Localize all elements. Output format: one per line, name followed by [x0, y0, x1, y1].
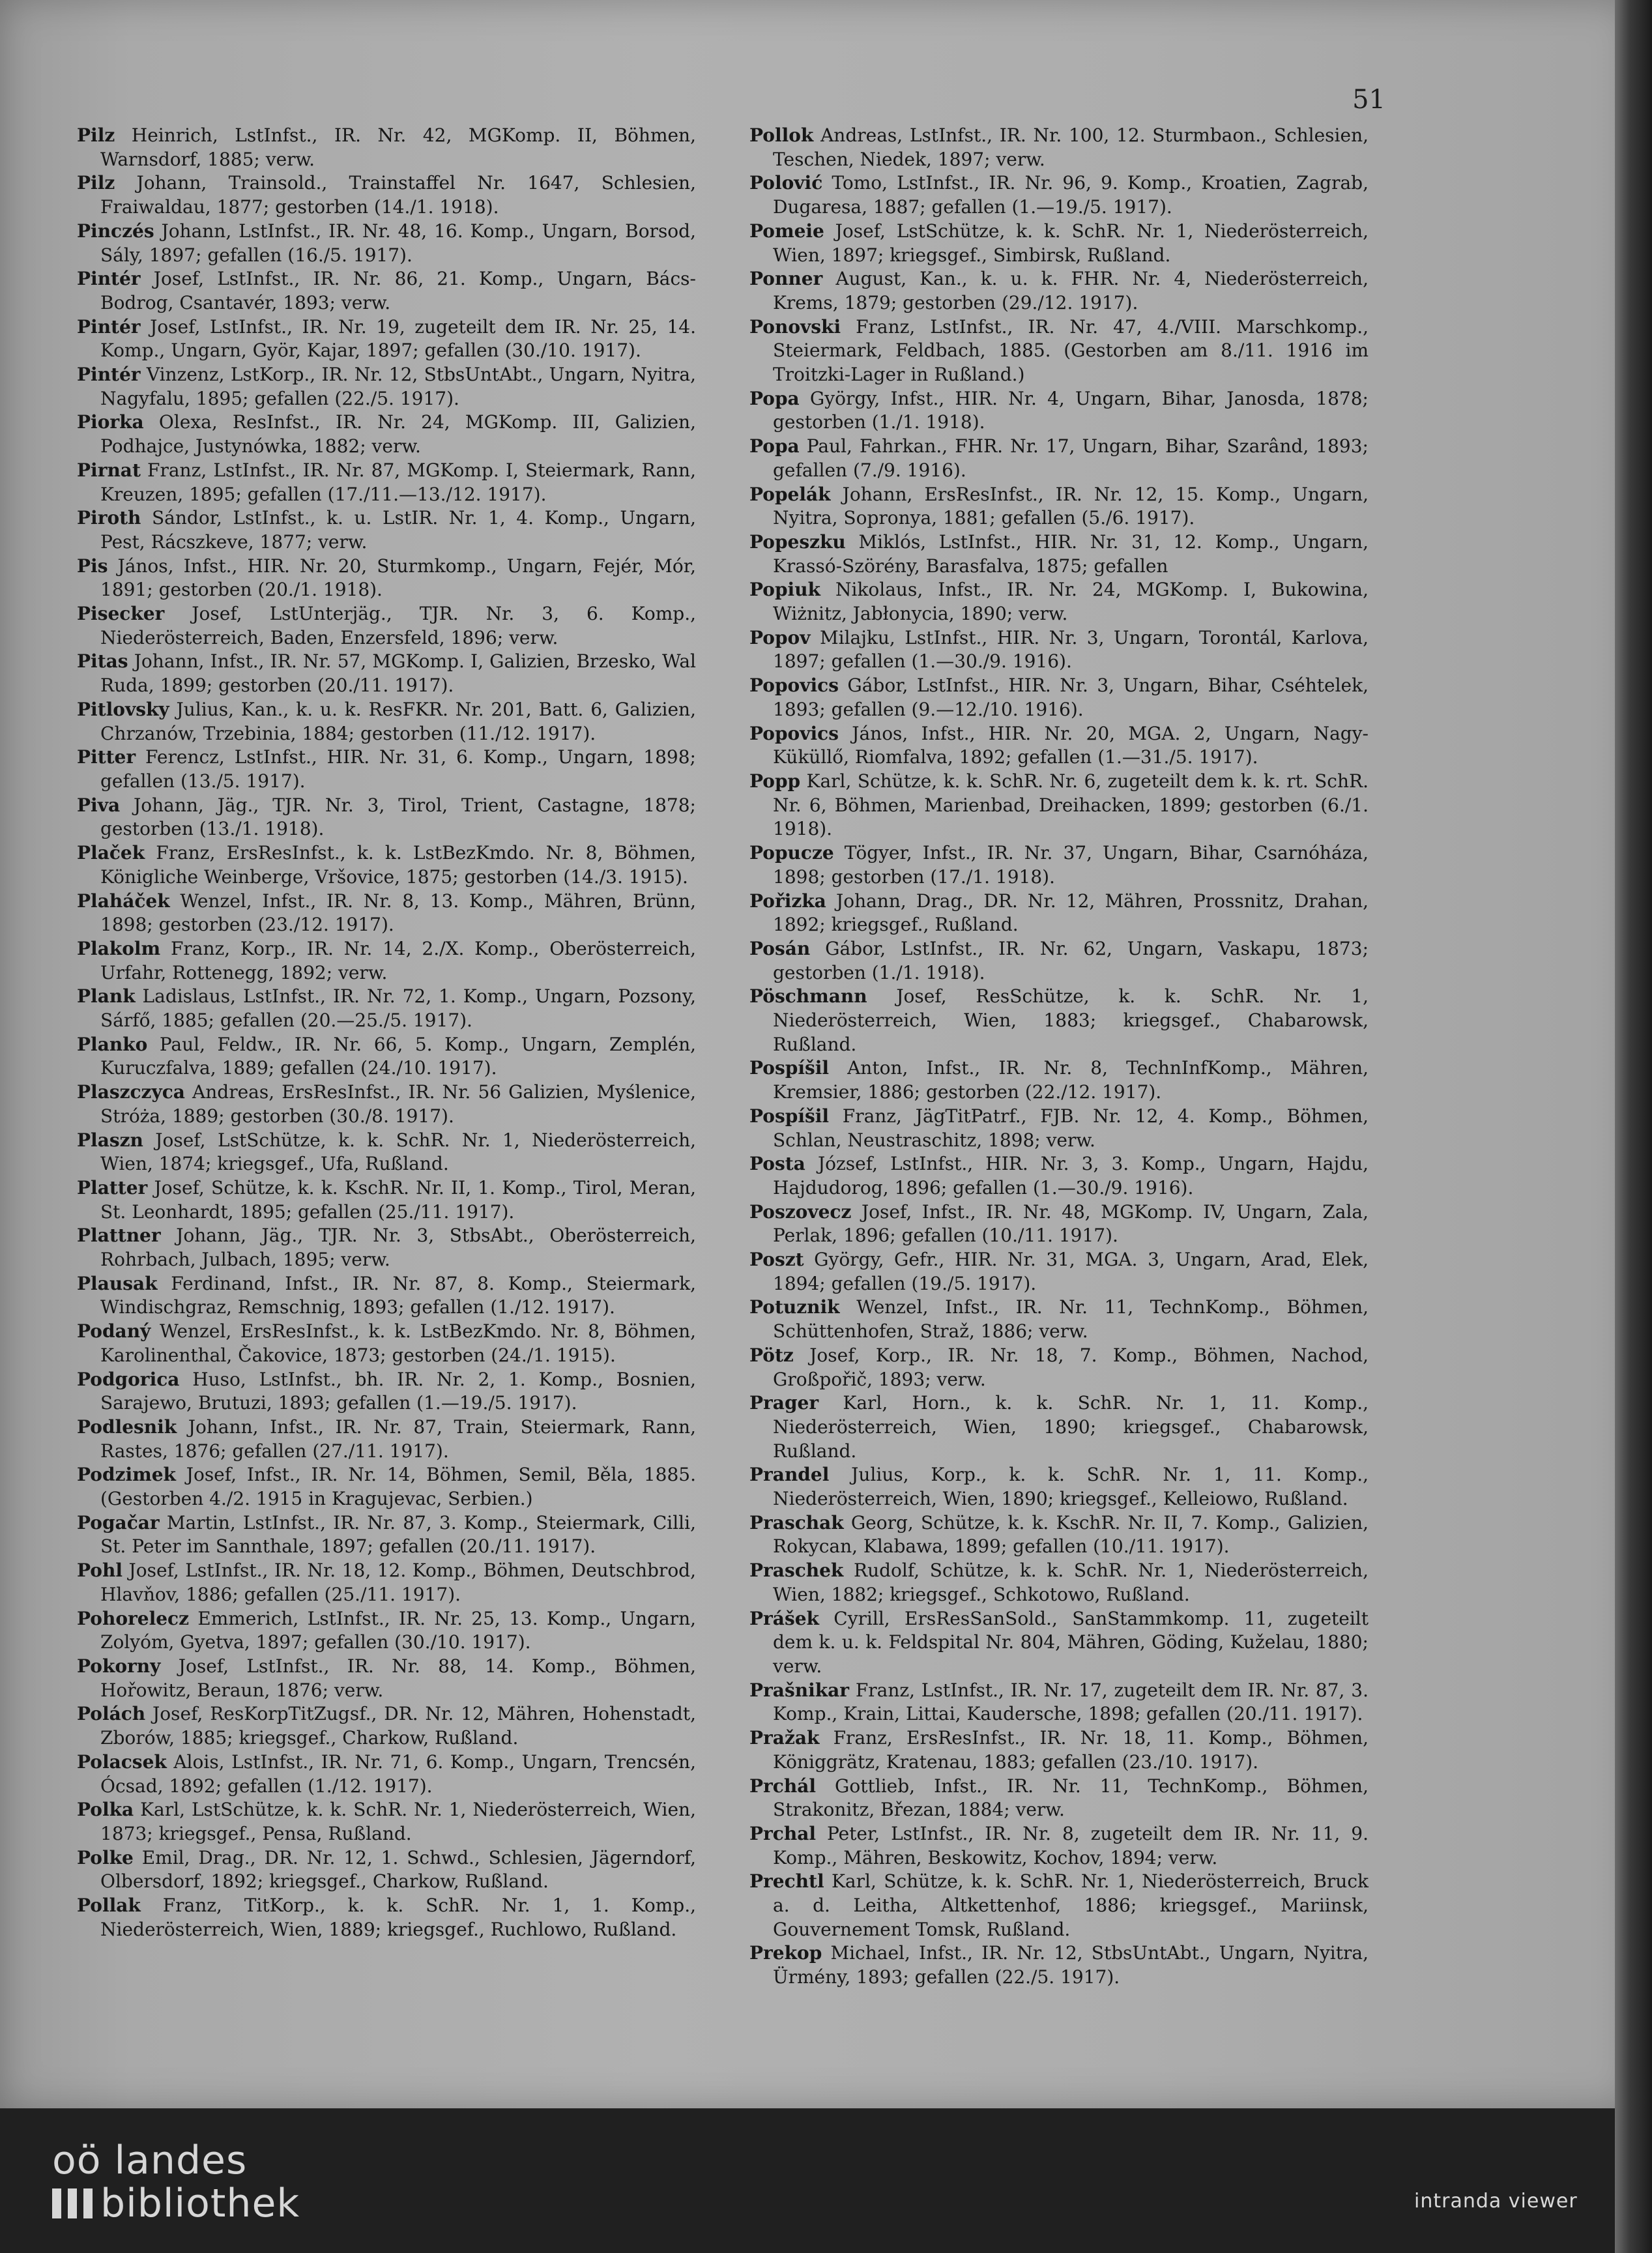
entry-details: Georg, Schütze, k. k. KschR. Nr. II, 7. Komp., Galizien, Rokycan, Klabawa, 1899; gefallen (10./11. 1917). — [773, 1511, 1369, 1558]
entry-surname: Plaszczyca — [77, 1081, 185, 1103]
entry-details: Karl, Horn., k. k. SchR. Nr. 1, 11. Komp., Niederösterreich, Wien, 1890; kriegsgef., Chabarowsk, Rußland. — [773, 1392, 1369, 1462]
entry-details: Tögyer, Infst., IR. Nr. 37, Ungarn, Bihar, Csarnóháza, 1898; gestorben (17./1. 1918). — [773, 842, 1369, 888]
register-entry — [749, 1726, 1369, 1774]
entry-details: Nikolaus, Infst., IR. Nr. 24, MGKomp. I, Bukowina, Wiżnitz, Jabłonycia, 1890; verw. — [773, 579, 1369, 625]
entry-details: Franz, ErsResInfst., IR. Nr. 18, 11. Komp., Böhmen, Königgrätz, Kratenau, 1883; gefallen (23./10. 1917). — [773, 1727, 1369, 1773]
register-entry — [749, 1463, 1369, 1511]
entry-details: Franz, JägTitPatrf., FJB. Nr. 12, 4. Komp., Böhmen, Schlan, Neustraschitz, 1898; verw. — [773, 1105, 1369, 1151]
register-entry — [77, 1559, 696, 1606]
entry-surname: Pitlovsky — [77, 698, 169, 720]
entry-details: Martin, LstInfst., IR. Nr. 87, 3. Komp., Steiermark, Cilli, St. Peter im Sannthale, 1897; gefallen (20./11. 1917). — [100, 1511, 696, 1558]
entry-surname: Popp — [749, 770, 801, 792]
entry-surname: Podlesnik — [77, 1416, 177, 1438]
register-entry — [749, 267, 1369, 315]
logo-line-2-text: bibliothek — [100, 2181, 300, 2226]
entry-details: Karl, Schütze, k. k. SchR. Nr. 1, Niederösterreich, Bruck a. d. Leitha, Altkettenhof, 1886; kriegsgef., Mariinsk, Gouvernement Tomsk, Rußland. — [773, 1870, 1369, 1940]
register-entry — [749, 1248, 1369, 1296]
register-entry — [77, 698, 696, 746]
entry-surname: Popa — [749, 387, 800, 409]
entry-surname: Platter — [77, 1176, 148, 1199]
entry-details: Josef, Schütze, k. k. KschR. Nr. II, 1. Komp., Tirol, Meran, St. Leonhardt, 1895; gefallen (25./11. 1917). — [100, 1176, 696, 1223]
entry-surname: Poszovecz — [749, 1200, 852, 1223]
right-column — [749, 124, 1369, 1990]
register-entry — [77, 650, 696, 697]
entry-details: Johann, Trainsold., Trainstaffel Nr. 1647, Schlesien, Fraiwaldau, 1877; gestorben (14./1. 1918). — [100, 172, 696, 218]
register-entry — [77, 841, 696, 889]
entry-details: György, Gefr., HIR. Nr. 31, MGA. 3, Ungarn, Arad, Elek, 1894; gefallen (19./5. 1917). — [773, 1249, 1369, 1294]
entry-details: Michael, Infst., IR. Nr. 12, StbsUntAbt., Ungarn, Nyitra, Ürmény, 1893; gefallen (22./5. 1917). — [773, 1942, 1369, 1988]
entry-surname: Pöschmann — [749, 985, 867, 1008]
register-entry — [77, 1033, 696, 1081]
entry-details: Josef, LstSchütze, k. k. SchR. Nr. 1, Niederösterreich, Wien, 1874; kriegsgef., Ufa, Rußland. — [100, 1129, 696, 1175]
register-entry — [77, 1272, 696, 1320]
entry-details: Wenzel, Infst., IR. Nr. 11, TechnKomp., Böhmen, Schüttenhofen, Straž, 1886; verw. — [773, 1296, 1369, 1343]
register-entry — [749, 1941, 1369, 1989]
entry-details: Josef, Infst., IR. Nr. 14, Böhmen, Semil, Běla, 1885. (Gestorben 4./2. 1915 in Kragujevac, Serbien.) — [100, 1464, 696, 1510]
register-entry — [749, 1152, 1369, 1200]
entry-details: Alois, LstInfst., IR. Nr. 71, 6. Komp., Ungarn, Trencsén, Ócsad, 1892; gefallen (1./12. 1917). — [100, 1751, 696, 1797]
register-entry — [749, 985, 1369, 1056]
entry-surname: Popovics — [749, 675, 839, 697]
entry-surname: Polách — [77, 1703, 146, 1725]
entry-surname: Piva — [77, 794, 121, 816]
entry-details: Josef, LstInfst., IR. Nr. 18, 12. Komp., Böhmen, Deutschbrod, Hlavňov, 1886; gefallen (25./11. 1917). — [100, 1560, 696, 1605]
register-entry — [77, 890, 696, 937]
entry-surname: Piorka — [77, 411, 144, 433]
register-entry — [77, 1798, 696, 1846]
entry-surname: Pirnat — [77, 459, 141, 481]
entry-surname: Pintér — [77, 315, 141, 338]
register-entry — [77, 459, 696, 506]
entry-surname: Podzimek — [77, 1464, 176, 1486]
register-entry — [77, 1129, 696, 1176]
register-entry — [749, 1200, 1369, 1248]
entry-details: Sándor, LstInfst., k. u. LstIR. Nr. 1, 4. Komp., Ungarn, Pest, Rácszkeve, 1877; verw. — [100, 507, 696, 553]
entry-surname: Pogačar — [77, 1511, 160, 1533]
logo-line-2 — [52, 2182, 300, 2225]
entry-details: Franz, LstInfst., IR. Nr. 87, MGKomp. I, Steiermark, Rann, Kreuzen, 1895; gefallen (17./11.—13./12. 1917). — [100, 459, 696, 505]
register-entry — [749, 531, 1369, 578]
register-entry — [749, 770, 1369, 841]
entry-details: Tomo, LstInfst., IR. Nr. 96, 9. Komp., Kroatien, Zagrab, Dugaresa, 1887; gefallen (1.—19./5. 1917). — [773, 172, 1369, 218]
register-entry — [749, 578, 1369, 626]
entry-surname: Popeszku — [749, 531, 846, 553]
entry-details: Josef, LstSchütze, k. k. SchR. Nr. 1, Niederösterreich, Wien, 1897; kriegsgef., Simbirsk, Rußland. — [773, 220, 1369, 266]
register-entry — [77, 1751, 696, 1798]
register-entry — [77, 937, 696, 985]
entry-surname: Praschak — [749, 1511, 844, 1533]
entry-surname: Prášek — [749, 1607, 819, 1629]
register-entry — [77, 746, 696, 793]
entry-details: Ferencz, LstInfst., HIR. Nr. 31, 6. Komp., Ungarn, 1898; gefallen (13./5. 1917). — [100, 746, 696, 792]
entry-surname: Plaszn — [77, 1129, 143, 1151]
entry-surname: Posán — [749, 937, 811, 959]
entry-surname: Ponner — [749, 268, 823, 290]
entry-surname: Pötz — [749, 1344, 794, 1366]
register-entry — [749, 1870, 1369, 1941]
page-edge — [1615, 0, 1652, 2253]
entry-details: Johann, Infst., IR. Nr. 57, MGKomp. I, Galizien, Brzesko, Wal Ruda, 1899; gestorben (20./11. 1917). — [100, 650, 696, 697]
entry-details: Gottlieb, Infst., IR. Nr. 11, TechnKomp., Böhmen, Strakonitz, Březan, 1884; verw. — [773, 1775, 1369, 1821]
entry-details: Franz, Korp., IR. Nr. 14, 2./X. Komp., Oberösterreich, Urfahr, Rottenegg, 1892; verw. — [100, 937, 696, 983]
entry-details: Wenzel, Infst., IR. Nr. 8, 13. Komp., Mähren, Brünn, 1898; gestorben (23./12. 1917). — [100, 890, 696, 936]
entry-surname: Popovics — [749, 722, 839, 744]
entry-surname: Piroth — [77, 507, 141, 529]
left-column — [77, 124, 696, 1941]
entry-surname: Plank — [77, 985, 136, 1008]
entry-details: Andreas, ErsResInfst., IR. Nr. 56 Galizien, Myślenice, Stróża, 1889; gestorben (30./8. 1917). — [100, 1081, 696, 1127]
viewer-label[interactable]: intranda viewer — [1414, 2190, 1578, 2213]
register-entry — [77, 602, 696, 650]
entry-details: Karl, Schütze, k. k. SchR. Nr. 6, zugeteilt dem k. k. rt. SchR. Nr. 6, Böhmen, Marienbad, Dreihacken, 1899; gestorben (6./1. 1918). — [773, 770, 1369, 840]
register-entry — [749, 220, 1369, 267]
entry-surname: Prekop — [749, 1942, 822, 1964]
entry-surname: Pilz — [77, 172, 115, 194]
register-entry — [749, 1822, 1369, 1870]
page-number: 51 — [1352, 85, 1385, 115]
register-entry — [77, 1081, 696, 1128]
entry-surname: Podgorica — [77, 1368, 180, 1390]
entry-details: Heinrich, LstInfst., IR. Nr. 42, MGKomp. II, Böhmen, Warnsdorf, 1885; verw. — [100, 124, 696, 170]
entry-details: Milajku, LstInfst., HIR. Nr. 3, Ungarn, Torontál, Karlova, 1897; gefallen (1.—30./9. 1916). — [773, 626, 1369, 673]
entry-surname: Pintér — [77, 364, 141, 386]
register-entry — [749, 483, 1369, 531]
register-entry — [77, 220, 696, 267]
entry-details: János, Infst., HIR. Nr. 20, MGA. 2, Ungarn, Nagy-Küküllő, Riomfalva, 1892; gefallen (1.—31./5. 1917). — [773, 722, 1369, 768]
register-entry — [77, 1655, 696, 1702]
entry-surname: Podaný — [77, 1320, 151, 1343]
entry-surname: Popelák — [749, 483, 831, 505]
entry-details: Paul, Fahrkan., FHR. Nr. 17, Ungarn, Bihar, Szarând, 1893; gefallen (7./9. 1916). — [773, 435, 1369, 481]
register-entry — [77, 1176, 696, 1224]
entry-details: Emil, Drag., DR. Nr. 12, 1. Schwd., Schlesien, Jägerndorf, Olbersdorf, 1892; kriegsgef., Charkow, Rußland. — [100, 1846, 696, 1893]
entry-details: József, LstInfst., HIR. Nr. 3, 3. Komp., Ungarn, Hajdu, Hajdudorog, 1896; gefallen (1.—30./9. 1916). — [773, 1153, 1369, 1199]
register-entry — [749, 626, 1369, 674]
entry-surname: Popov — [749, 626, 811, 648]
entry-surname: Pis — [77, 555, 108, 577]
entry-details: Andreas, LstInfst., IR. Nr. 100, 12. Sturmbaon., Schlesien, Teschen, Niedek, 1897; verw. — [773, 124, 1369, 170]
entry-details: Julius, Korp., k. k. SchR. Nr. 1, 11. Komp., Niederösterreich, Wien, 1890; kriegsgef., Kelleiowo, Rußland. — [773, 1464, 1369, 1510]
register-entry — [77, 1416, 696, 1463]
entry-surname: Prechtl — [749, 1870, 824, 1893]
entry-details: György, Infst., HIR. Nr. 4, Ungarn, Bihar, Janosda, 1878; gestorben (1./1. 1918). — [773, 387, 1369, 433]
entry-surname: Pilz — [77, 124, 115, 146]
entry-surname: Plaháček — [77, 890, 170, 912]
entry-details: Josef, LstInfst., IR. Nr. 86, 21. Komp., Ungarn, Bács-Bodrog, Csantavér, 1893; verw. — [100, 268, 696, 313]
entry-surname: Pohorelecz — [77, 1607, 189, 1629]
entry-surname: Pinczés — [77, 220, 154, 242]
register-entry — [77, 555, 696, 602]
entry-surname: Pitas — [77, 650, 128, 673]
entry-surname: Prager — [749, 1392, 819, 1414]
entry-surname: Pohl — [77, 1560, 123, 1582]
entry-surname: Prašnikar — [749, 1679, 850, 1701]
entry-surname: Ponovski — [749, 315, 841, 338]
entry-surname: Pollak — [77, 1895, 141, 1917]
register-entry — [749, 435, 1369, 482]
entry-surname: Plaček — [77, 842, 145, 864]
register-entry — [77, 1463, 696, 1511]
register-entry — [749, 1296, 1369, 1343]
register-entry — [77, 985, 696, 1032]
entry-surname: Plattner — [77, 1225, 161, 1247]
logo-line-1: oö landes — [52, 2138, 248, 2183]
register-entry — [749, 1775, 1369, 1822]
entry-details: Gábor, LstInfst., IR. Nr. 62, Ungarn, Vaskapu, 1873; gestorben (1./1. 1918). — [773, 937, 1369, 983]
entry-details: Franz, TitKorp., k. k. SchR. Nr. 1, 1. Komp., Niederösterreich, Wien, 1889; kriegsgef., Ruchlowo, Rußland. — [100, 1895, 696, 1940]
register-entry — [77, 171, 696, 219]
entry-surname: Pořizka — [749, 890, 826, 912]
register-entry — [77, 411, 696, 458]
register-entry — [749, 1511, 1369, 1559]
entry-details: Johann, ErsResInfst., IR. Nr. 12, 15. Komp., Ungarn, Nyitra, Sopronya, 1881; gefallen (5./6. 1917). — [773, 483, 1369, 529]
entry-details: Johann, LstInfst., IR. Nr. 48, 16. Komp., Ungarn, Borsod, Sály, 1897; gefallen (16./5. 1917). — [100, 220, 696, 266]
register-entry — [77, 1224, 696, 1272]
entry-surname: Pitter — [77, 746, 136, 768]
entry-details: Ladislaus, LstInfst., IR. Nr. 72, 1. Komp., Ungarn, Pozsony, Sárfő, 1885; gefallen (20.—25./5. 1917). — [100, 985, 696, 1032]
entry-details: Olexa, ResInfst., IR. Nr. 24, MGKomp. III, Galizien, Podhajce, Justynówka, 1882; verw. — [100, 411, 696, 458]
entry-details: Rudolf, Schütze, k. k. SchR. Nr. 1, Niederösterreich, Wien, 1882; kriegsgef., Schkotowo, Rußland. — [773, 1560, 1369, 1605]
register-entry — [749, 841, 1369, 889]
entry-details: Miklós, LstInfst., HIR. Nr. 31, 12. Komp., Ungarn, Krassó-Szörény, Barasfalva, 1875; gefallen — [773, 531, 1369, 577]
register-entry — [77, 124, 696, 171]
entry-surname: Planko — [77, 1033, 148, 1055]
register-entry — [77, 1846, 696, 1894]
entry-surname: Pisecker — [77, 603, 165, 625]
register-entry — [77, 1511, 696, 1559]
register-entry — [77, 1320, 696, 1367]
register-entry — [749, 1679, 1369, 1726]
register-entry — [77, 1607, 696, 1655]
register-entry — [749, 890, 1369, 937]
register-entry — [749, 1559, 1369, 1606]
entry-details: Franz, LstInfst., IR. Nr. 17, zugeteilt dem IR. Nr. 87, 3. Komp., Krain, Littai, Kaudersche, 1898; gefallen (20./11. 1917). — [773, 1679, 1369, 1725]
register-entry — [749, 674, 1369, 721]
entry-details: Wenzel, ErsResInfst., k. k. LstBezKmdo. Nr. 8, Böhmen, Karolinenthal, Čakovice, 1873; gestorben (24./1. 1915). — [100, 1320, 696, 1366]
entry-details: Johann, Drag., DR. Nr. 12, Mähren, Prossnitz, Drahan, 1892; kriegsgef., Rußland. — [773, 890, 1369, 936]
entry-details: Karl, LstSchütze, k. k. SchR. Nr. 1, Niederösterreich, Wien, 1873; kriegsgef., Pensa, Rußland. — [100, 1799, 696, 1844]
entry-surname: Polacsek — [77, 1751, 167, 1773]
entry-surname: Pražak — [749, 1727, 820, 1749]
entry-surname: Prandel — [749, 1464, 830, 1486]
entry-surname: Potuznik — [749, 1296, 840, 1318]
entry-surname: Pokorny — [77, 1655, 161, 1677]
register-entry — [77, 1368, 696, 1416]
entry-surname: Popa — [749, 435, 800, 458]
entry-details: August, Kan., k. u. k. FHR. Nr. 4, Niederösterreich, Krems, 1879; gestorben (29./12. 1917). — [773, 268, 1369, 313]
entry-details: Anton, Infst., IR. Nr. 8, TechnInfKomp., Mähren, Kremsier, 1886; gestorben (22./12. 1917). — [773, 1057, 1369, 1103]
library-logo[interactable] — [52, 2139, 300, 2225]
entry-surname: Posta — [749, 1153, 805, 1175]
entry-details: Josef, LstInfst., IR. Nr. 19, zugeteilt dem IR. Nr. 25, 14. Komp., Ungarn, Györ, Kajar, 1897; gefallen (30./10. 1917). — [100, 315, 696, 362]
entry-details: Gábor, LstInfst., HIR. Nr. 3, Ungarn, Bihar, Cséhtelek, 1893; gefallen (9.—12./10. 1916). — [773, 675, 1369, 720]
register-entry — [749, 124, 1369, 171]
register-entry — [749, 722, 1369, 770]
entry-details: Josef, ResSchütze, k. k. SchR. Nr. 1, Niederösterreich, Wien, 1883; kriegsgef., Chabarowsk, Rußland. — [773, 985, 1369, 1055]
register-entry — [77, 794, 696, 841]
entry-details: Johann, Jäg., TJR. Nr. 3, StbsAbt., Oberösterreich, Rohrbach, Julbach, 1895; verw. — [100, 1225, 696, 1271]
register-entry — [749, 387, 1369, 435]
entry-details: Julius, Kan., k. u. k. ResFKR. Nr. 201, Batt. 6, Galizien, Chrzanów, Trzebinia, 1884; gestorben (11./12. 1917). — [100, 698, 696, 744]
register-entry — [749, 1105, 1369, 1152]
entry-details: Peter, LstInfst., IR. Nr. 8, zugeteilt dem IR. Nr. 11, 9. Komp., Mähren, Beskowitz, Kochov, 1894; verw. — [773, 1822, 1369, 1868]
entry-surname: Plausak — [77, 1272, 158, 1294]
entry-details: Josef, Korp., IR. Nr. 18, 7. Komp., Böhmen, Nachod, Großpořič, 1893; verw. — [773, 1344, 1369, 1390]
entry-surname: Praschek — [749, 1560, 844, 1582]
register-entry — [749, 1344, 1369, 1391]
entry-details: Josef, LstUnterjäg., TJR. Nr. 3, 6. Komp., Niederösterreich, Baden, Enzersfeld, 1896; verw. — [100, 603, 696, 648]
register-entry — [749, 937, 1369, 985]
register-entry — [749, 1391, 1369, 1463]
register-entry — [77, 315, 696, 363]
entry-details: Huso, LstInfst., bh. IR. Nr. 2, 1. Komp., Bosnien, Sarajewo, Brutuzi, 1893; gefallen (1.—19./5. 1917). — [100, 1368, 696, 1414]
entry-details: Paul, Feldw., IR. Nr. 66, 5. Komp., Ungarn, Zemplén, Kuruczfalva, 1889; gefallen (24./10. 1917). — [100, 1033, 697, 1079]
entry-details: Franz, LstInfst., IR. Nr. 47, 4./VIII. Marschkomp., Steiermark, Feldbach, 1885. (Gestorben am 8./11. 1916 im Troitzki-Lager in Rußland.) — [773, 315, 1369, 386]
entry-surname: Pospíšil — [749, 1057, 829, 1079]
entry-surname: Pintér — [77, 268, 141, 290]
entry-details: Johann, Jäg., TJR. Nr. 3, Tirol, Trient, Castagne, 1878; gestorben (13./1. 1918). — [100, 794, 696, 840]
register-entry — [749, 1056, 1369, 1104]
entry-details: Josef, LstInfst., IR. Nr. 88, 14. Komp., Böhmen, Hořowitz, Beraun, 1876; verw. — [100, 1655, 696, 1701]
entry-surname: Popucze — [749, 842, 834, 864]
entry-surname: Pomeie — [749, 220, 824, 242]
entry-details: Josef, Infst., IR. Nr. 48, MGKomp. IV, Ungarn, Zala, Perlak, 1896; gefallen (10./11. 1917). — [773, 1200, 1369, 1247]
entry-surname: Prchal — [749, 1822, 816, 1844]
entry-details: Ferdinand, Infst., IR. Nr. 87, 8. Komp., Steiermark, Windischgraz, Remschnig, 1893; gefallen (1./12. 1917). — [100, 1272, 696, 1318]
entry-details: Josef, ResKorpTitZugsf., DR. Nr. 12, Mähren, Hohenstadt, Zborów, 1885; kriegsgef., Charkow, Rußland. — [100, 1703, 696, 1749]
entry-details: János, Infst., HIR. Nr. 20, Sturmkomp., Ungarn, Fejér, Mór, 1891; gestorben (20./1. 1918). — [100, 555, 696, 601]
logo-bars-icon — [52, 2188, 94, 2218]
entry-surname: Polović — [749, 172, 823, 194]
register-entry — [77, 363, 696, 411]
register-entry — [749, 171, 1369, 219]
entry-surname: Plakolm — [77, 937, 161, 959]
register-entry — [77, 506, 696, 554]
register-entry — [749, 1607, 1369, 1679]
entry-surname: Polke — [77, 1846, 134, 1868]
entry-surname: Pollok — [749, 124, 814, 146]
entry-surname: Pospíšil — [749, 1105, 829, 1127]
register-entry — [749, 315, 1369, 387]
register-entry — [77, 267, 696, 315]
register-entry — [77, 1702, 696, 1750]
entry-surname: Prchál — [749, 1775, 816, 1797]
register-entry — [77, 1894, 696, 1941]
entry-details: Cyrill, ErsResSanSold., SanStammkomp. 11, zugeteilt dem k. u. k. Feldspital Nr. 804, Mähren, Göding, Kuželau, 1880; verw. — [773, 1607, 1369, 1677]
entry-surname: Popiuk — [749, 579, 820, 601]
entry-details: Emmerich, LstInfst., IR. Nr. 25, 13. Komp., Ungarn, Zolyóm, Gyetva, 1897; gefallen (30./10. 1917). — [100, 1607, 697, 1653]
entry-details: Johann, Infst., IR. Nr. 87, Train, Steiermark, Rann, Rastes, 1876; gefallen (27./11. 1917). — [100, 1416, 696, 1462]
entry-details: Franz, ErsResInfst., k. k. LstBezKmdo. Nr. 8, Böhmen, Königliche Weinberge, Vršovice, 1875; gestorben (14./3. 1915). — [100, 842, 696, 888]
entry-surname: Poszt — [749, 1249, 804, 1271]
entry-surname: Polka — [77, 1799, 134, 1821]
entry-details: Vinzenz, LstKorp., IR. Nr. 12, StbsUntAbt., Ungarn, Nyitra, Nagyfalu, 1895; gefallen (22./5. 1917). — [100, 364, 696, 409]
